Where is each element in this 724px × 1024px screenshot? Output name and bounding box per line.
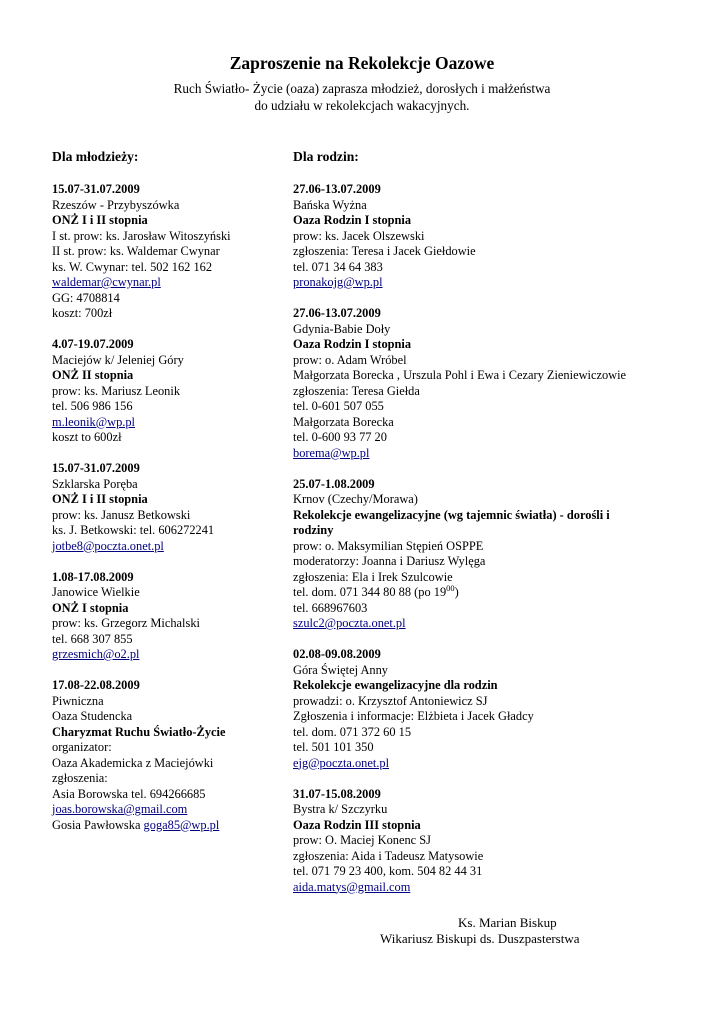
intro-line: Ruch Światło- Życie (oaza) zaprasza młodzież, dorosłych i małżeństwa [173,81,551,96]
entry-detail-line: prow: ks. Mariusz Leonik [52,383,181,398]
family-retreat-entry [293,182,683,291]
entry-heading-line: Charyzmat Ruchu Światło-Życie [52,724,226,739]
email-link[interactable]: goga85@wp.pl [143,817,220,832]
entry-detail-line: koszt: 700zł [52,306,113,320]
entry-detail-line: prowadzi: o. Krzysztof Antoniewicz SJ [293,693,488,708]
entry-detail-line: Asia Borowska tel. 694266685 [52,786,206,801]
youth-retreat-entry [52,678,282,833]
entry-detail-line: zgłoszenia: [52,771,108,785]
entry-email-line [293,880,683,896]
entry-heading-line: Rekolekcje ewangelizacyjne (wg tajemnic światła) - dorośli i [293,507,610,522]
entry-heading-line: ONŻ I stopnia [52,600,129,615]
email-link[interactable]: aida.matys@gmail.com [293,879,411,894]
entry-detail-line: zgłoszenia: Teresa i Jacek Giełdowie [293,244,476,258]
signature [380,915,620,947]
entry-email-line [293,756,683,772]
family-retreat-entry [293,477,683,632]
signature-role: Wikariusz Biskupi ds. Duszpasterstwa [380,931,580,946]
entry-email-line [52,415,282,431]
intro-text [0,80,724,114]
entry-heading-line: Oaza Rodzin III stopnia [293,817,421,832]
entry-detail-line: II st. prow: ks. Waldemar Cwynar [52,244,220,258]
email-link[interactable]: szulc2@poczta.onet.pl [293,616,406,630]
youth-retreat-entry [52,461,282,554]
entry-detail-line: Bystra k/ Szczyrku [293,802,388,816]
family-retreat-entry [293,306,683,461]
entry-heading-line: rodziny [293,523,334,537]
entry-email-line [293,446,683,462]
entry-detail-line: Małgorzata Borecka , Urszula Pohl i Ewa i Cezary Zieniewiczowie [293,368,627,382]
family-entries [293,182,683,895]
entry-detail-line: Małgorzata Borecka [293,414,394,429]
signature-name: Ks. Marian Biskup [458,915,557,930]
entry-email-line [293,616,683,632]
entry-detail-line: zgłoszenia: Ela i Irek Szulcowie [293,569,453,584]
entry-detail-line: I st. prow: ks. Jarosław Witoszyński [52,228,231,243]
entry-heading-line: 25.07-1.08.2009 [293,476,375,491]
families-heading: Dla rodzin: [293,149,359,164]
entry-detail-line: Szklarska Poręba [52,476,138,491]
entry-detail-line: prow: o. Adam Wróbel [293,352,407,367]
youth-entries [52,182,282,833]
youth-heading: Dla młodzieży: [52,149,139,164]
entry-detail-line: Oaza Studencka [52,709,133,723]
entry-detail-line: tel. dom. 071 372 60 15 [293,724,412,739]
email-link[interactable]: pronakojg@wp.pl [293,275,383,289]
email-link[interactable]: grzesmich@o2.pl [52,647,140,661]
entry-detail-line: koszt to 600zł [52,430,122,444]
email-link[interactable]: jotbe8@poczta.onet.pl [52,538,164,553]
entry-heading-line: 31.07-15.08.2009 [293,786,381,801]
email-link[interactable]: m.leonik@wp.pl [52,414,135,429]
email-link[interactable]: joas.borowska@gmail.com [52,802,188,816]
entry-heading-line: 1.08-17.08.2009 [52,569,134,584]
entry-heading-line: 15.07-31.07.2009 [52,182,140,196]
entry-heading-line: 27.06-13.07.2009 [293,182,381,196]
entry-detail-line: Rzeszów - Przybyszówka [52,197,180,212]
youth-column [52,148,282,849]
entry-detail-line: organizator: [52,740,112,754]
entry-heading-line: 17.08-22.08.2009 [52,678,140,692]
entry-heading-line: Rekolekcje ewangelizacyjne dla rodzin [293,678,498,692]
entry-detail-line: moderatorzy: Joanna i Dariusz Wylęga [293,554,486,568]
entry-detail-line: Zgłoszenia i informacje: Elżbieta i Jacek Gładcy [293,709,534,723]
entry-detail-line: Janowice Wielkie [52,585,140,599]
entry-detail-line: tel. 0-600 93 77 20 [293,430,387,444]
entry-email-line [52,647,282,663]
entry-contact-line [52,818,282,834]
entry-heading-line: Oaza Rodzin I stopnia [293,213,412,227]
entry-detail-line: prow: o. Maksymilian Stępień OSPPE [293,538,484,553]
youth-retreat-entry [52,182,282,322]
youth-retreat-entry [52,337,282,446]
email-link[interactable]: borema@wp.pl [293,445,370,460]
entry-detail-line: ks. J. Betkowski: tel. 606272241 [52,523,215,537]
entry-detail-line: tel. 071 79 23 400, kom. 504 82 44 31 [293,864,483,878]
families-column [293,148,683,911]
entry-heading-line: 4.07-19.07.2009 [52,337,134,351]
entry-heading-line: ONŻ II stopnia [52,368,134,382]
entry-detail-line: Oaza Akademicka z Maciejówki [52,755,214,770]
entry-detail-line: tel. 668967603 [293,600,368,615]
entry-detail-line: zgłoszenia: Aida i Tadeusz Matysowie [293,848,484,863]
entry-heading-line: ONŻ I i II stopnia [52,492,148,506]
closing-paren: ) [454,585,459,599]
entry-detail-line: GG: 4708814 [52,290,120,305]
entry-heading-line: ONŻ I i II stopnia [52,213,148,227]
entry-detail-line: Krnov (Czechy/Morawa) [293,492,418,506]
entry-heading-line: 15.07-31.07.2009 [52,461,140,475]
entry-detail-line: Piwniczna [52,693,104,708]
entry-detail-line: prow: O. Maciej Konenc SJ [293,833,431,847]
entry-detail-line: prow: ks. Jacek Olszewski [293,228,425,243]
phone-text: tel. dom. 071 344 80 88 (po 19 [293,585,447,599]
entry-detail-line: ks. W. Cwynar: tel. 502 162 162 [52,259,213,274]
entry-detail-line: tel. 0-601 507 055 [293,399,384,413]
entry-detail-line: Maciejów k/ Jeleniej Góry [52,352,184,367]
entry-detail-line: tel. 071 34 64 383 [293,259,383,274]
entry-detail-line: Bańska Wyżna [293,197,367,212]
entry-detail-line: Góra Świętej Anny [293,662,388,677]
entry-heading-line: 27.06-13.07.2009 [293,306,381,320]
family-retreat-entry [293,787,683,896]
entry-detail-line: prow: ks. Grzegorz Michalski [52,616,200,630]
time-superscript: 00 [446,583,455,593]
entry-detail-line: tel. 668 307 855 [52,631,133,646]
contact-name: Gosia Pawłowska [52,817,144,832]
family-retreat-entry [293,647,683,771]
intro-line: do udziału w rekolekcjach wakacyjnych. [254,98,470,113]
entry-phone-line [293,585,683,601]
entry-detail-line: tel. 501 101 350 [293,740,374,754]
entry-email-line [52,539,282,555]
entry-email-line [293,275,683,291]
entry-detail-line: tel. 506 986 156 [52,399,133,413]
entry-email-line [52,802,282,818]
email-link[interactable]: ejg@poczta.onet.pl [293,755,390,770]
entry-heading-line: Oaza Rodzin I stopnia [293,337,412,351]
entry-detail-line: zgłoszenia: Teresa Giełda [293,383,420,398]
youth-retreat-entry [52,570,282,663]
page-title: Zaproszenie na Rekolekcje Oazowe [229,53,495,73]
email-link[interactable]: waldemar@cwynar.pl [52,275,161,289]
entry-detail-line: prow: ks. Janusz Betkowski [52,507,191,522]
entry-heading-line: 02.08-09.08.2009 [293,647,381,661]
entry-detail-line: Gdynia-Babie Doły [293,321,391,336]
entry-email-line [52,275,282,291]
